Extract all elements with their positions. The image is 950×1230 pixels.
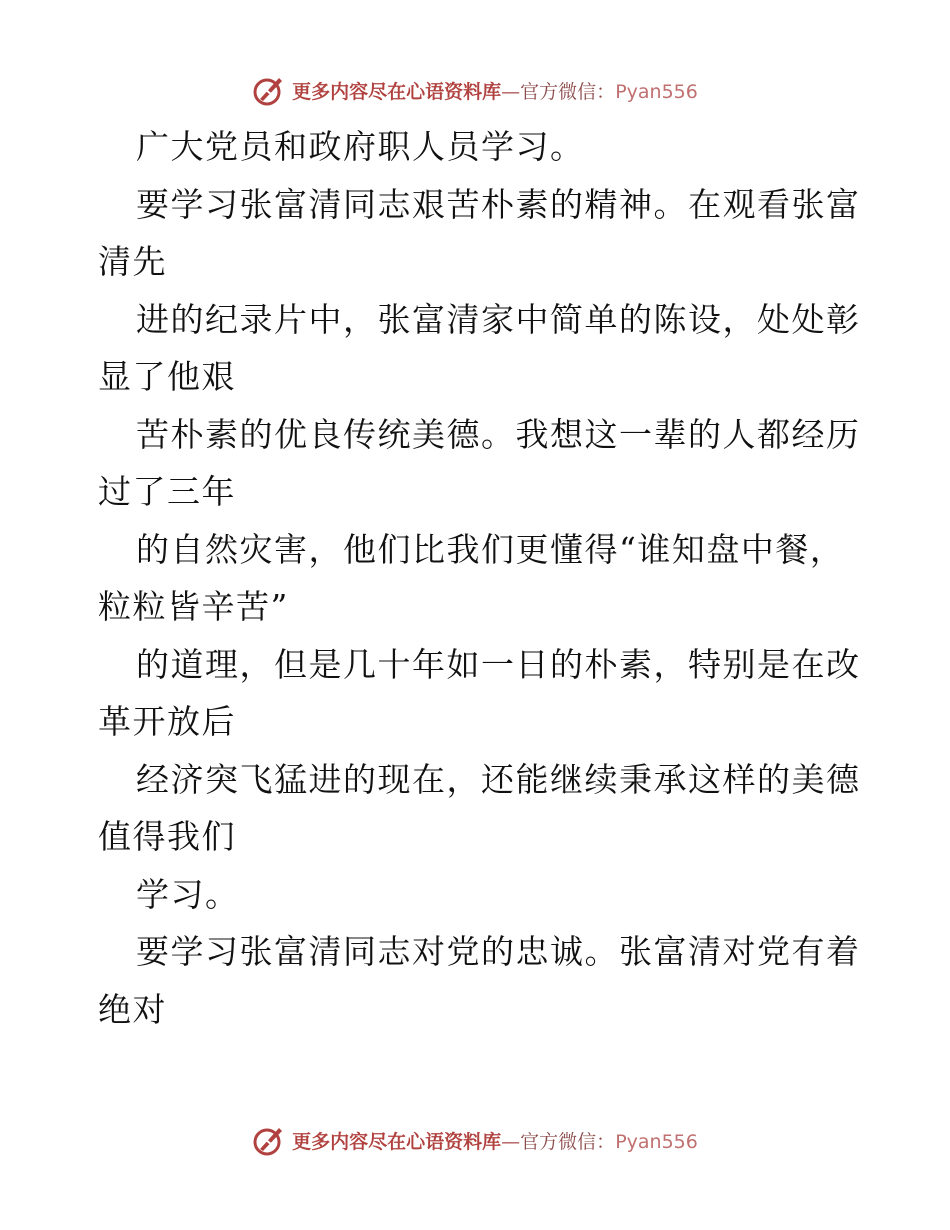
header-wechat-id: Pyan556: [615, 80, 698, 103]
quill-logo-icon: [252, 1123, 286, 1157]
text-line: 进的纪录片中，张富清家中简单的陈设，处处彰: [136, 299, 861, 339]
header-brand: 更多内容尽在心语资料库: [292, 80, 502, 103]
footer-separator: —: [501, 1130, 521, 1153]
text-line: 苦朴素的优良传统美德。我想这一辈的人都经历: [136, 414, 861, 454]
text-line: 学习。: [136, 874, 240, 914]
text-line: 广大党员和政府职人员学习。: [136, 127, 585, 166]
text-line: 值得我们: [98, 817, 236, 856]
header-separator: —: [501, 80, 521, 103]
text-line: 革开放后: [98, 702, 236, 741]
footer-official-label: 官方微信：: [520, 1130, 616, 1153]
text-line: 的道理，但是几十年如一日的朴素，特别是在改: [136, 644, 861, 684]
text-line: 绝对: [98, 989, 167, 1029]
text-line: 经济突飞猛进的现在，还能继续秉承这样的美德: [136, 759, 861, 799]
footer-brand: 更多内容尽在心语资料库: [292, 1130, 502, 1153]
text-line: 要学习张富清同志对党的忠诚。张富清对党有着: [136, 932, 861, 971]
header-banner: [0, 70, 950, 110]
text-line: 的自然灾害，他们比我们更懂得“谁知盘中餐，: [136, 529, 845, 569]
header-official-label: 官方微信：: [520, 80, 616, 103]
text-line: 过了三年: [98, 472, 236, 511]
text-line: 显了他艰: [98, 357, 236, 396]
text-line: 清先: [98, 242, 167, 281]
document-body: [98, 118, 861, 1038]
footer-wechat-id: Pyan556: [615, 1130, 698, 1153]
quill-logo-icon: [252, 73, 286, 107]
header-text: [292, 77, 698, 104]
text-line: 要学习张富清同志艰苦朴素的精神。在观看张富: [136, 184, 861, 224]
footer-banner: [0, 1120, 950, 1160]
footer-text: [292, 1127, 698, 1154]
text-line: 粒粒皆辛苦”: [98, 587, 289, 626]
